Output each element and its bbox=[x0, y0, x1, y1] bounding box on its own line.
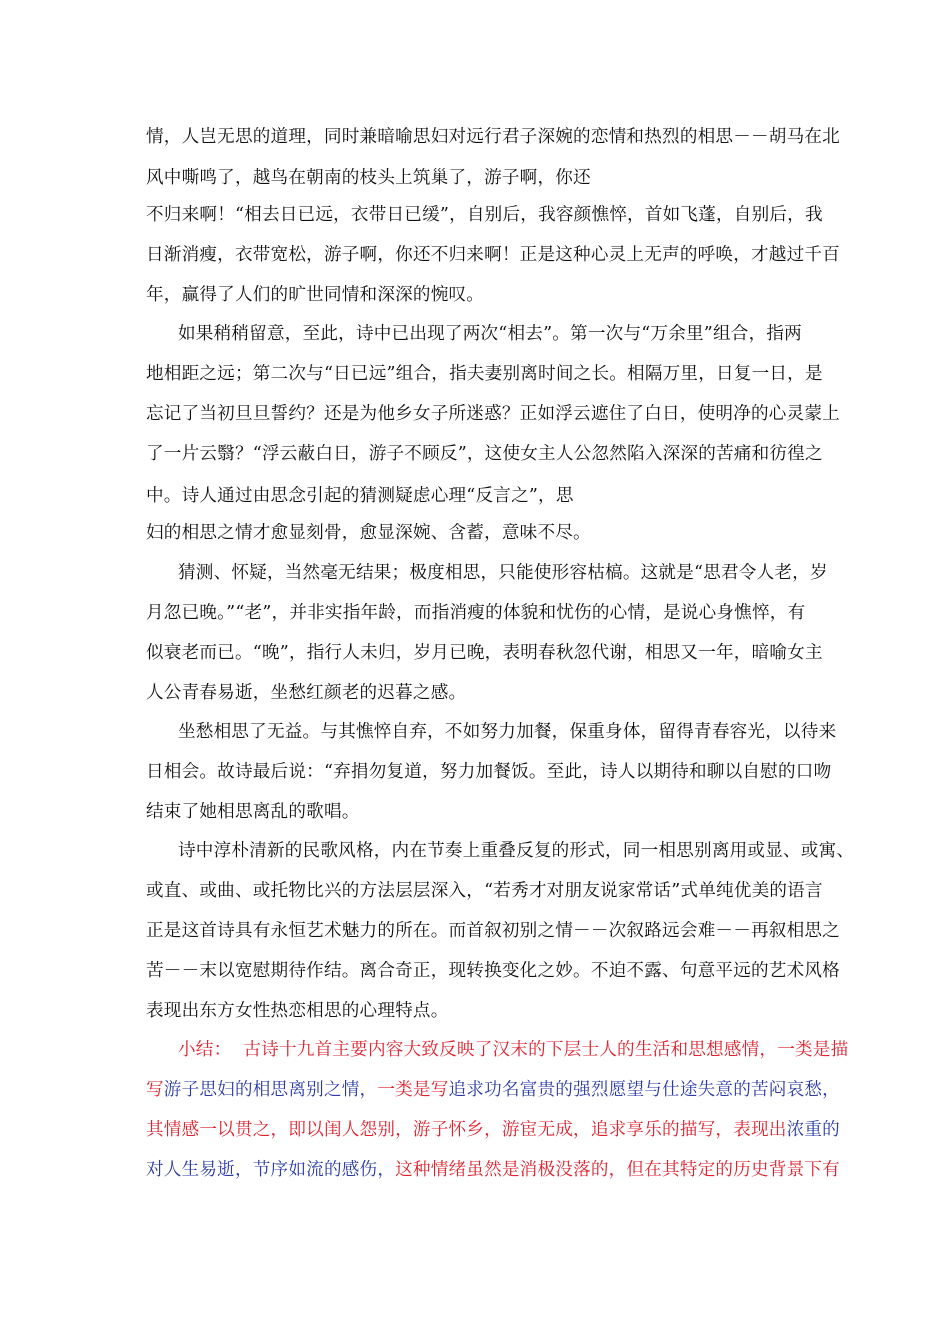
paragraph-line: 苦－－末以宽慰期待作结。离合奇正，现转换变化之妙。不迫不露、句意平远的艺术风格 bbox=[146, 961, 840, 981]
paragraph-line: 人公青春易逝，坐愁红颜老的迟暮之感。 bbox=[146, 683, 467, 703]
paragraph-line: 坐愁相思了无益。与其憔悴自弃，不如努力加餐，保重身体，留得青春容光，以待来 bbox=[178, 722, 837, 742]
summary-text: 浓重的 bbox=[786, 1120, 840, 1140]
summary-text: 其情感一以贯之，即以闺人怨别，游子怀乡，游宦无成，追求享乐的描写，表现出 bbox=[146, 1120, 787, 1140]
paragraph-line: 不归来啊！“相去日已远，衣带日已缓”，自别后，我容颜憔悴，首如飞蓬，自别后，我 bbox=[146, 205, 823, 225]
paragraph-line: 结束了她相思离乱的歌唱。 bbox=[146, 802, 360, 822]
paragraph-line: 表现出东方女性热恋相思的心理特点。 bbox=[146, 1001, 449, 1021]
paragraph-line: 猜测、怀疑，当然毫无结果；极度相思，只能使形容枯槁。这就是“思君令人老，岁 bbox=[178, 563, 828, 583]
paragraph-line: 了一片云翳？“浮云蔽白日，游子不顾反”，这使女主人公忽然陷入深深的苦痛和彷徨之 bbox=[146, 444, 823, 464]
paragraph-line: 月忽已晚。”“老”，并非实指年龄，而指消瘦的体貌和忧伤的心情，是说心身憔悴，有 bbox=[146, 603, 806, 623]
paragraph-line: 忘记了当初旦旦誓约？还是为他乡女子所迷惑？正如浮云遮住了白日，使明净的心灵蒙上 bbox=[146, 404, 840, 424]
paragraph-line: 年，赢得了人们的旷世同情和深深的惋叹。 bbox=[146, 285, 485, 305]
paragraph-line: 日相会。故诗最后说：“弃捐勿复道，努力加餐饭。至此，诗人以期待和聊以自慰的口吻 bbox=[146, 762, 832, 782]
summary-line bbox=[146, 1078, 840, 1102]
paragraph-line: 中。诗人通过由思念引起的猜测疑虑心理“反言之”，思 bbox=[146, 486, 574, 506]
paragraph-line: 似衰老而已。“晚”，指行人未归，岁月已晚，表明春秋忽代谢，相思又一年，暗喻女主 bbox=[146, 643, 823, 663]
paragraph-line: 妇的相思之情才愈显刻骨，愈显深婉、含蓄，意味不尽。 bbox=[146, 523, 591, 543]
summary-label: 小结： bbox=[178, 1040, 232, 1060]
summary-text: 追求功名富贵的强烈愿望与仕途失意的苦闷哀愁， bbox=[448, 1080, 840, 1100]
paragraph-line: 或直、或曲、或托物比兴的方法层层深入，“若秀才对朋友说家常话”式单纯优美的语言 bbox=[146, 881, 823, 901]
summary-text: 一类是写 bbox=[377, 1080, 449, 1100]
paragraph-line: 正是这首诗具有永恒艺术魅力的所在。而首叙初别之情－－次叙路远会难－－再叙相思之 bbox=[146, 921, 840, 941]
summary-line bbox=[178, 1038, 848, 1062]
paragraph-line: 情，人岂无思的道理，同时兼暗喻思妇对远行君子深婉的恋情和热烈的相思－－胡马在北 bbox=[146, 127, 840, 147]
summary-line bbox=[146, 1118, 840, 1142]
paragraph-line: 日渐消瘦，衣带宽松，游子啊，你还不归来啊！正是这种心灵上无声的呼唤，才越过千百 bbox=[146, 245, 840, 265]
summary-text: 写 bbox=[146, 1080, 164, 1100]
summary-text: 这种情绪虽然是消极没落的，但在其特定的历史背景下有 bbox=[395, 1160, 840, 1180]
paragraph-line: 如果稍稍留意，至此，诗中已出现了两次“相去”。第一次与“万余里”组合，指两 bbox=[178, 324, 802, 344]
paragraph-line: 风中嘶鸣了，越鸟在朝南的枝头上筑巢了，游子啊，你还 bbox=[146, 168, 591, 188]
summary-text: 游子思妇的相思离别之情， bbox=[163, 1080, 378, 1100]
summary-text: 古诗十九首主要内容大致反映了汉末的下层士人的生活和思想感情，一类是描 bbox=[243, 1040, 849, 1060]
summary-text: 对人生易逝，节序如流的感伤， bbox=[146, 1160, 396, 1180]
summary-line bbox=[146, 1158, 840, 1182]
paragraph-line: 地相距之远；第二次与“日已远”组合，指夫妻别离时间之长。相隔万里，日复一日，是 bbox=[146, 364, 823, 384]
paragraph-line: 诗中淳朴清新的民歌风格，内在节奏上重叠反复的形式，同一相思别离用或显、或寓、 bbox=[178, 841, 855, 861]
